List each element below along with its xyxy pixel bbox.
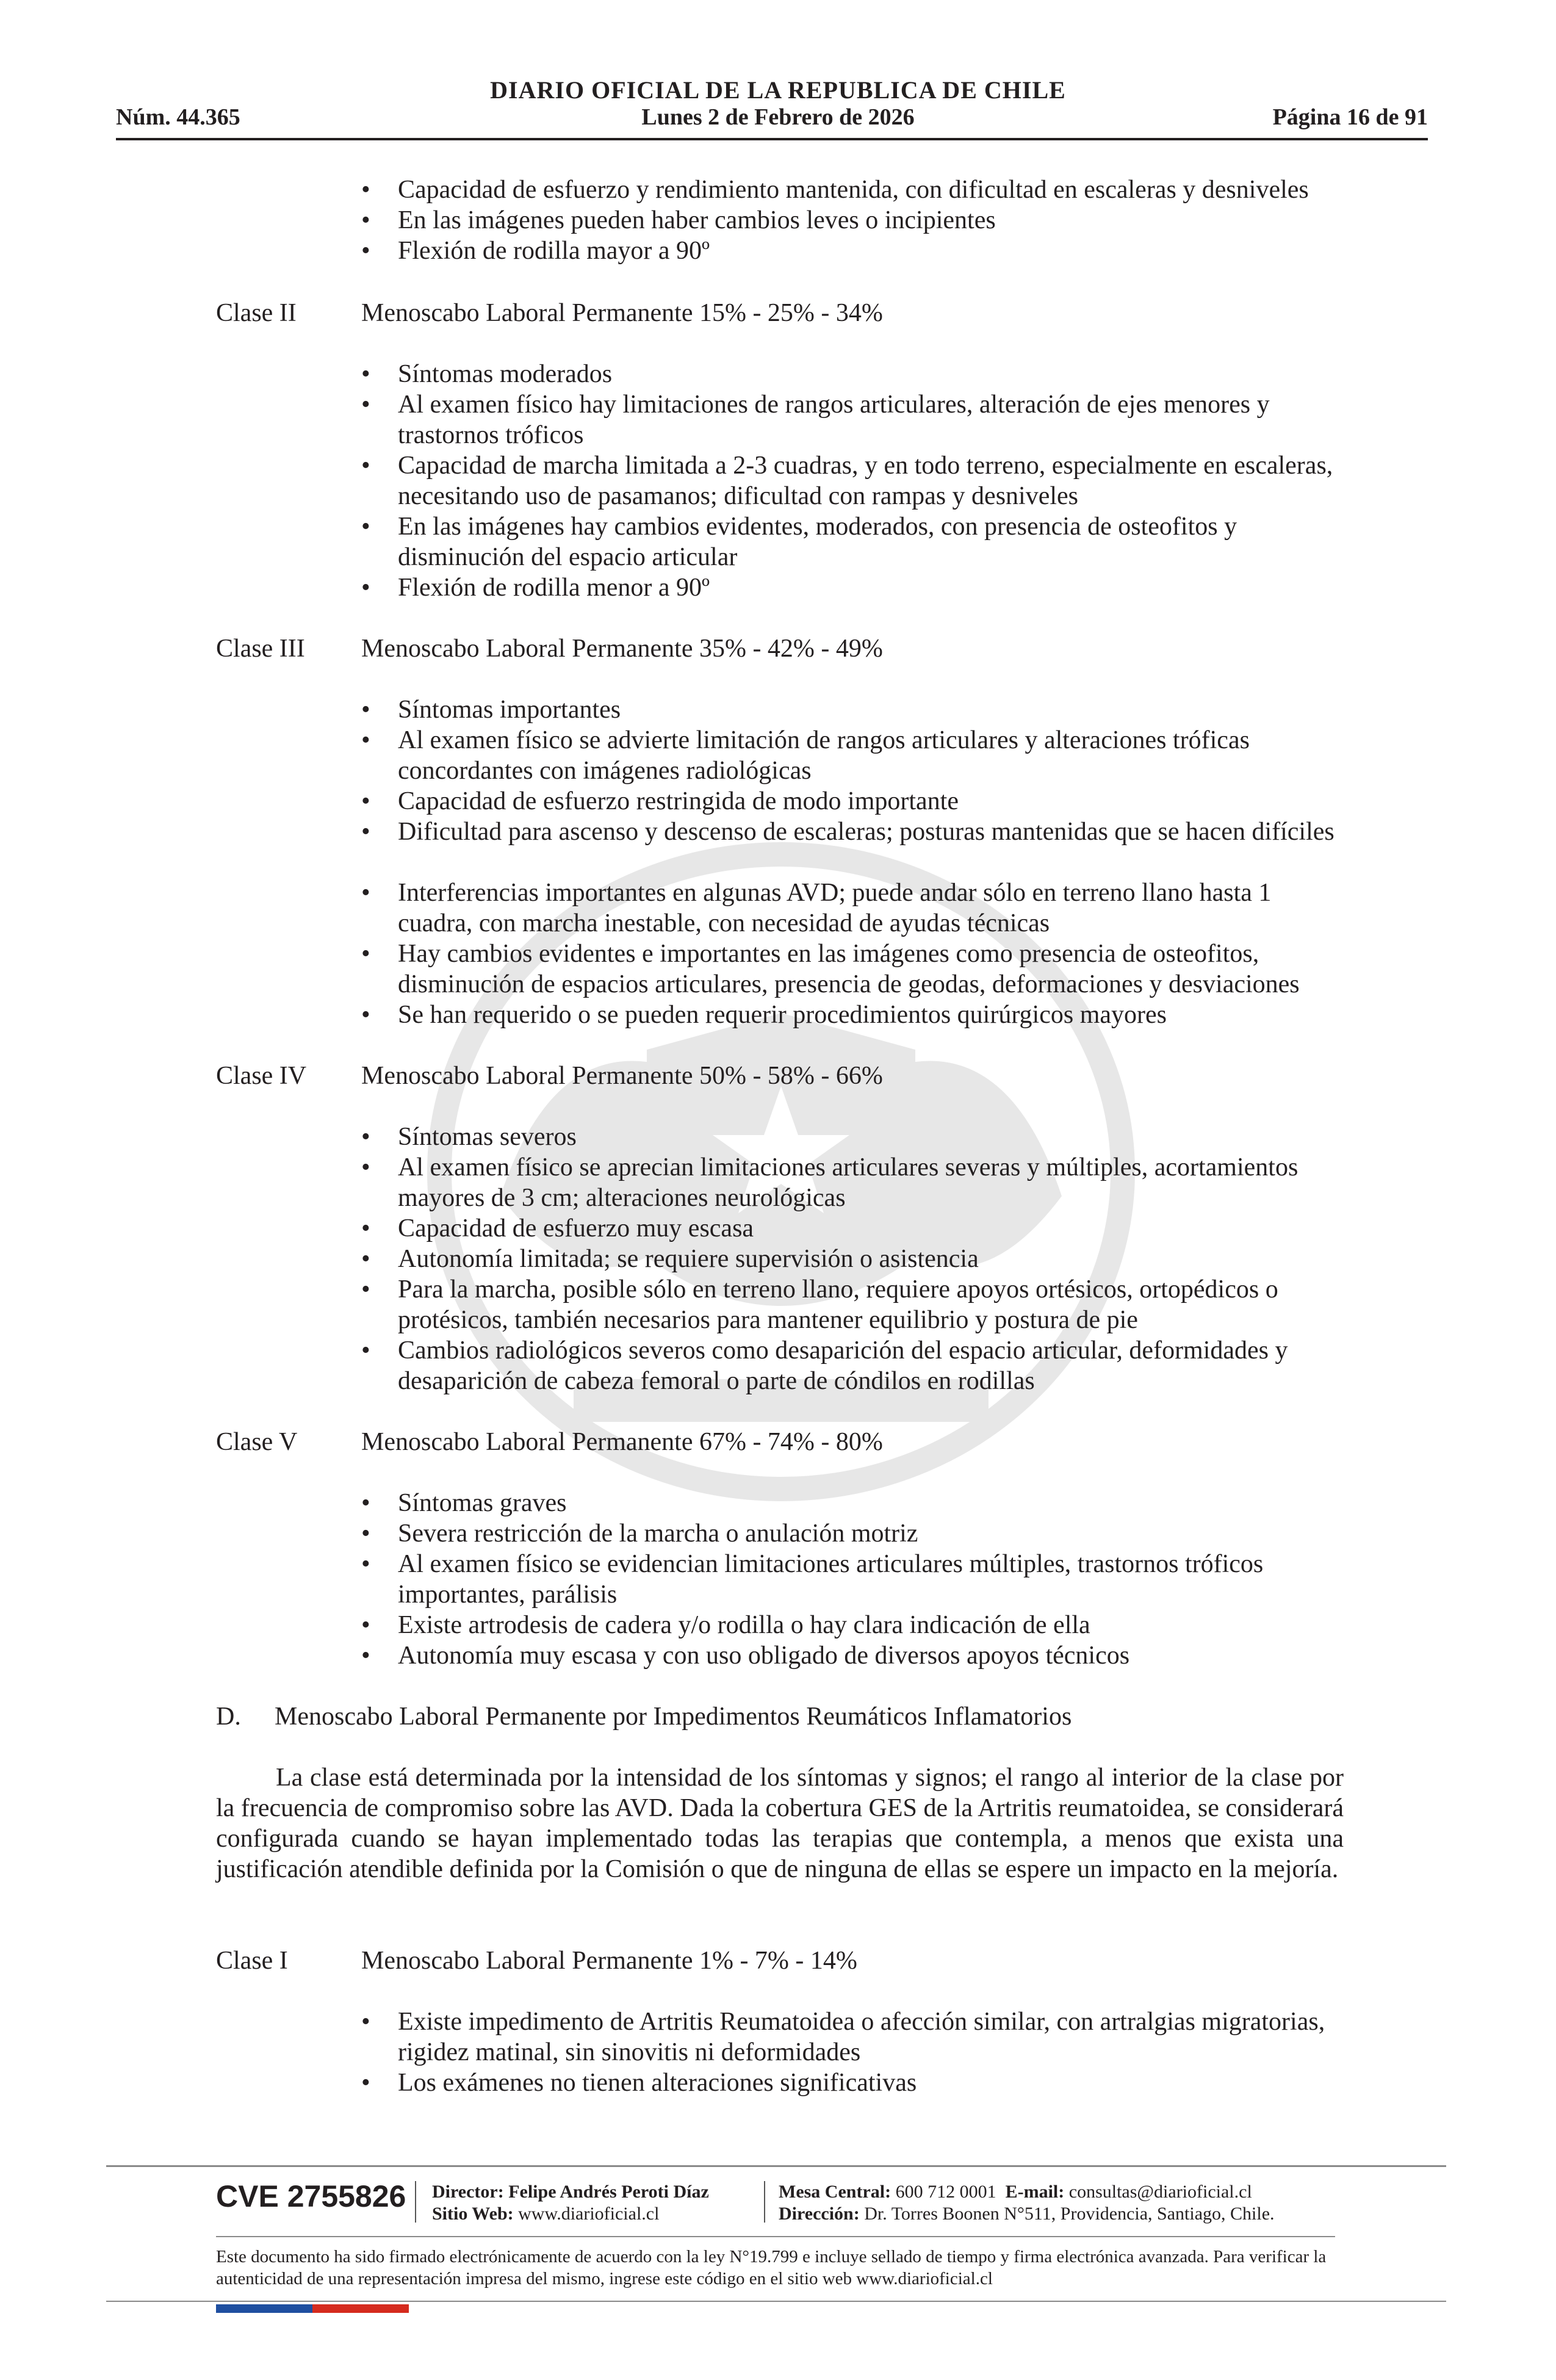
bullet-marker: • bbox=[361, 360, 370, 388]
section-letter: D. bbox=[216, 1703, 241, 1731]
list-item: Autonomía limitada; se requiere supervisión o asistencia bbox=[398, 1245, 979, 1273]
issue-number: Núm. 44.365 bbox=[116, 104, 240, 130]
list-item: Existe artrodesis de cadera y/o rodilla o hay clara indicación de ella bbox=[398, 1611, 1090, 1639]
list-item: Los exámenes no tienen alteraciones significativas bbox=[398, 2069, 917, 2097]
bullet-marker: • bbox=[361, 176, 370, 204]
list-item: Síntomas importantes bbox=[398, 696, 621, 724]
address-label: Dirección: bbox=[779, 2204, 860, 2224]
list-item: Hay cambios evidentes e importantes en las imágenes como presencia de osteofitos, disminución de espacios articulares, presencia de geodas, deformaciones y desviaciones bbox=[398, 940, 1300, 998]
cve-code: CVE 2755826 bbox=[216, 2179, 406, 2213]
footer-separator bbox=[415, 2181, 416, 2223]
bullet-marker: • bbox=[361, 2069, 370, 2097]
bullet-marker: • bbox=[361, 1489, 370, 1517]
bullet-marker: • bbox=[361, 1275, 370, 1304]
bullet-marker: • bbox=[361, 879, 370, 907]
class-label: Clase III bbox=[216, 635, 305, 663]
bullet-marker: • bbox=[361, 1336, 370, 1365]
phone-number: 600 712 0001 bbox=[895, 2182, 996, 2202]
page-number: Página 16 de 91 bbox=[1272, 104, 1428, 130]
list-item: En las imágenes hay cambios evidentes, moderados, con presencia de osteofitos y disminución del espacio articular bbox=[398, 513, 1237, 571]
list-item: Flexión de rodilla mayor a 90º bbox=[398, 237, 710, 265]
list-item: Al examen físico hay limitaciones de rangos articulares, alteración de ejes menores y trastornos tróficos bbox=[398, 391, 1270, 449]
bullet-marker: • bbox=[361, 513, 370, 541]
email-label: E-mail: bbox=[1005, 2182, 1065, 2202]
list-item: En las imágenes pueden haber cambios leves o incipientes bbox=[398, 206, 996, 234]
class-label: Clase II bbox=[216, 299, 297, 327]
bullet-marker: • bbox=[361, 1611, 370, 1639]
signature-note: Este documento ha sido firmado electrónicamente de acuerdo con la ley N°19.799 e incluye sellado de tiempo y firma electrónica avanzada. Para verificar la autenticidad de una representación impresa del mismo, ingrese este código en el sitio web www.diarioficial.cl bbox=[216, 2247, 1327, 2288]
list-item: Capacidad de marcha limitada a 2-3 cuadras, y en todo terreno, especialmente en escaleras, necesitando uso de pasamanos; dificultad con rampas y desniveles bbox=[398, 452, 1333, 510]
footer-contact-block bbox=[779, 2181, 1275, 2225]
bullet-marker: • bbox=[361, 696, 370, 724]
list-item: Al examen físico se evidencian limitaciones articulares múltiples, trastornos tróficos importantes, parálisis bbox=[398, 1550, 1264, 1609]
footer-divider bbox=[216, 2236, 1335, 2237]
class-range: Menoscabo Laboral Permanente 1% - 7% - 14% bbox=[361, 1947, 857, 1975]
bullet-marker: • bbox=[361, 237, 370, 265]
email-link[interactable]: consultas@diarioficial.cl bbox=[1068, 2182, 1252, 2202]
list-item: Se han requerido o se pueden requerir procedimientos quirúrgicos mayores bbox=[398, 1001, 1167, 1029]
newspaper-title: DIARIO OFICIAL DE LA REPUBLICA DE CHILE bbox=[490, 76, 1066, 104]
bullet-marker: • bbox=[361, 726, 370, 754]
bullet-marker: • bbox=[361, 2008, 370, 2036]
class-range: Menoscabo Laboral Permanente 15% - 25% - 34% bbox=[361, 299, 883, 327]
footer-divider bbox=[106, 2165, 1446, 2167]
bullet-marker: • bbox=[361, 1245, 370, 1273]
bullet-marker: • bbox=[361, 206, 370, 234]
director-label: Director: bbox=[432, 2182, 504, 2202]
class-label: Clase I bbox=[216, 1947, 288, 1975]
class-label: Clase V bbox=[216, 1428, 298, 1456]
bullet-marker: • bbox=[361, 1520, 370, 1548]
flag-stripe-red bbox=[312, 2304, 409, 2313]
list-item: Capacidad de esfuerzo restringida de modo importante bbox=[398, 787, 959, 815]
bullet-marker: • bbox=[361, 940, 370, 968]
footer-divider bbox=[106, 2301, 1446, 2302]
class-label: Clase IV bbox=[216, 1062, 307, 1090]
list-item: Capacidad de esfuerzo y rendimiento mantenida, con dificultad en escaleras y desniveles bbox=[398, 176, 1309, 204]
bullet-marker: • bbox=[361, 452, 370, 480]
section-title: Menoscabo Laboral Permanente por Impedimentos Reumáticos Inflamatorios bbox=[275, 1703, 1072, 1731]
list-item: Flexión de rodilla menor a 90º bbox=[398, 574, 710, 602]
bullet-marker: • bbox=[361, 574, 370, 602]
list-item: Interferencias importantes en algunas AVD; puede andar sólo en terreno llano hasta 1 cuadra, con marcha inestable, con necesidad de ayudas técnicas bbox=[398, 879, 1272, 937]
section-paragraph: La clase está determinada por la intensidad de los síntomas y signos; el rango al interior de la clase por la frecuencia de compromiso sobre las AVD. Dada la cobertura GES de la Artritis reumatoidea, se considerará configurada cuando se hayan implementado todas las terapias que contempla, a menos que exista una justificación atendible definida por la Comisión o que de ninguna de ellas se espere un impacto en la mejoría. bbox=[216, 1764, 1344, 1883]
bullet-marker: • bbox=[361, 1214, 370, 1242]
bullet-marker: • bbox=[361, 1001, 370, 1029]
footer-separator bbox=[764, 2181, 765, 2223]
site-link[interactable]: www.diarioficial.cl bbox=[518, 2204, 660, 2224]
director-name: Felipe Andrés Peroti Díaz bbox=[508, 2182, 709, 2202]
phone-label: Mesa Central: bbox=[779, 2182, 891, 2202]
flag-stripe-blue bbox=[216, 2304, 312, 2313]
list-item: Síntomas severos bbox=[398, 1123, 577, 1151]
footer-director-block bbox=[432, 2181, 709, 2225]
bullet-marker: • bbox=[361, 1153, 370, 1181]
list-item: Capacidad de esfuerzo muy escasa bbox=[398, 1214, 754, 1242]
list-item: Síntomas moderados bbox=[398, 360, 613, 388]
bullet-marker: • bbox=[361, 1123, 370, 1151]
list-item: Existe impedimento de Artritis Reumatoidea o afección similar, con artralgias migratorias, rigidez matinal, sin sinovitis ni deformidades bbox=[398, 2008, 1325, 2066]
class-range: Menoscabo Laboral Permanente 35% - 42% - 49% bbox=[361, 635, 883, 663]
list-item: Síntomas graves bbox=[398, 1489, 567, 1517]
site-label: Sitio Web: bbox=[432, 2204, 514, 2224]
list-item: Autonomía muy escasa y con uso obligado de diversos apoyos técnicos bbox=[398, 1642, 1130, 1670]
list-item: Al examen físico se aprecian limitaciones articulares severas y múltiples, acortamientos mayores de 3 cm; alteraciones neurológicas bbox=[398, 1153, 1298, 1212]
bullet-marker: • bbox=[361, 1642, 370, 1670]
list-item: Al examen físico se advierte limitación de rangos articulares y alteraciones tróficas concordantes con imágenes radiológicas bbox=[398, 726, 1250, 785]
list-item: Severa restricción de la marcha o anulación motriz bbox=[398, 1520, 918, 1548]
list-item: Para la marcha, posible sólo en terreno llano, requiere apoyos ortésicos, ortopédicos o protésicos, también necesarios para mantener equilibrio y postura de pie bbox=[398, 1275, 1278, 1334]
bullet-marker: • bbox=[361, 1550, 370, 1578]
address-text: Dr. Torres Boonen N°511, Providencia, Santiago, Chile. bbox=[864, 2204, 1275, 2224]
bullet-marker: • bbox=[361, 787, 370, 815]
class-range: Menoscabo Laboral Permanente 67% - 74% - 80% bbox=[361, 1428, 883, 1456]
header-divider bbox=[116, 138, 1428, 140]
bullet-marker: • bbox=[361, 818, 370, 846]
class-range: Menoscabo Laboral Permanente 50% - 58% - 66% bbox=[361, 1062, 883, 1090]
issue-date: Lunes 2 de Febrero de 2026 bbox=[641, 104, 915, 130]
list-item: Cambios radiológicos severos como desaparición del espacio articular, deformidades y desaparición de cabeza femoral o parte de cóndilos en rodillas bbox=[398, 1336, 1288, 1395]
list-item: Dificultad para ascenso y descenso de escaleras; posturas mantenidas que se hacen difíciles bbox=[398, 818, 1334, 846]
bullet-marker: • bbox=[361, 391, 370, 419]
